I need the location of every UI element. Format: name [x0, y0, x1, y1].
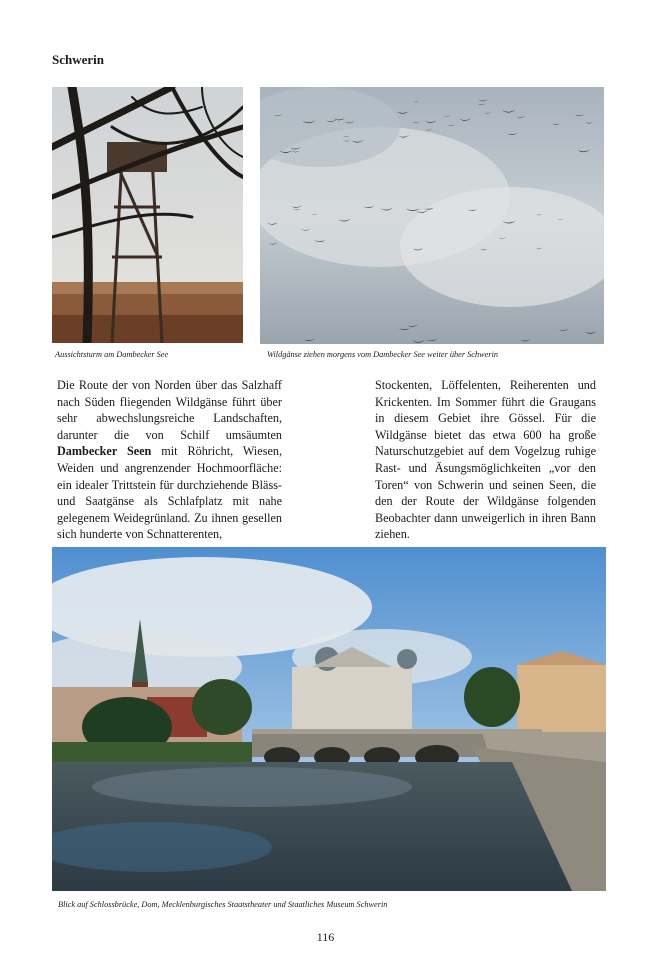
- bold-term: Dambecker Seen: [57, 444, 152, 459]
- geese-photo-caption: Wildgänse ziehen morgens vom Dambecker See weiter über Schwerin: [267, 350, 499, 359]
- paragraph: [57, 377, 282, 543]
- page-header: Schwerin: [52, 52, 104, 67]
- tower-photo-caption: Aussichtsturm am Dambecker See: [55, 350, 169, 359]
- text-column-left: [57, 377, 282, 543]
- page-number: 116: [316, 930, 335, 944]
- text-column-right: [375, 377, 596, 543]
- observation-tower-photo: [52, 87, 243, 343]
- text-run: mit Röhricht, Wiesen, Weiden und angrenzender Hochmoorfläche: ein idealer Trittstein für durchziehende Bläss- und Saatgänse als Schlafplatz mit nahe gelegenem Weidegrünland. Zu ihnen gesellen sich hunderte von Schnatterenten,: [57, 444, 282, 542]
- paragraph: Stockenten, Löffelenten, Reiherenten und Krickenten. Im Sommer führt die Graugans in diesem Gebiet ihre Gössel. Für die Wildgänse bietet das etwa 600 ha große Naturschutzgebiet auf dem Vogelzug ruhige Rast- und Äsungsmöglichkeiten „vor den Toren“ von Schwerin und seinen Seen, die den der Route der Wildgänse folgenden Beobachter dann unweigerlich in ihren Bann ziehen.: [375, 378, 596, 542]
- schwerin-city-photo: [52, 547, 606, 891]
- text-run: Die Route der von Norden über das Salzhaff nach Süden fliegenden Wildgänse führt über sehr abwechslungsreiche Landschaften, darunter die von Schilf umsäumten: [57, 378, 282, 442]
- geese-photo: [260, 87, 604, 344]
- city-photo-caption: Blick auf Schlossbrücke, Dom, Mecklenburgisches Staatstheater und Staatliches Museum Schwerin: [58, 900, 388, 909]
